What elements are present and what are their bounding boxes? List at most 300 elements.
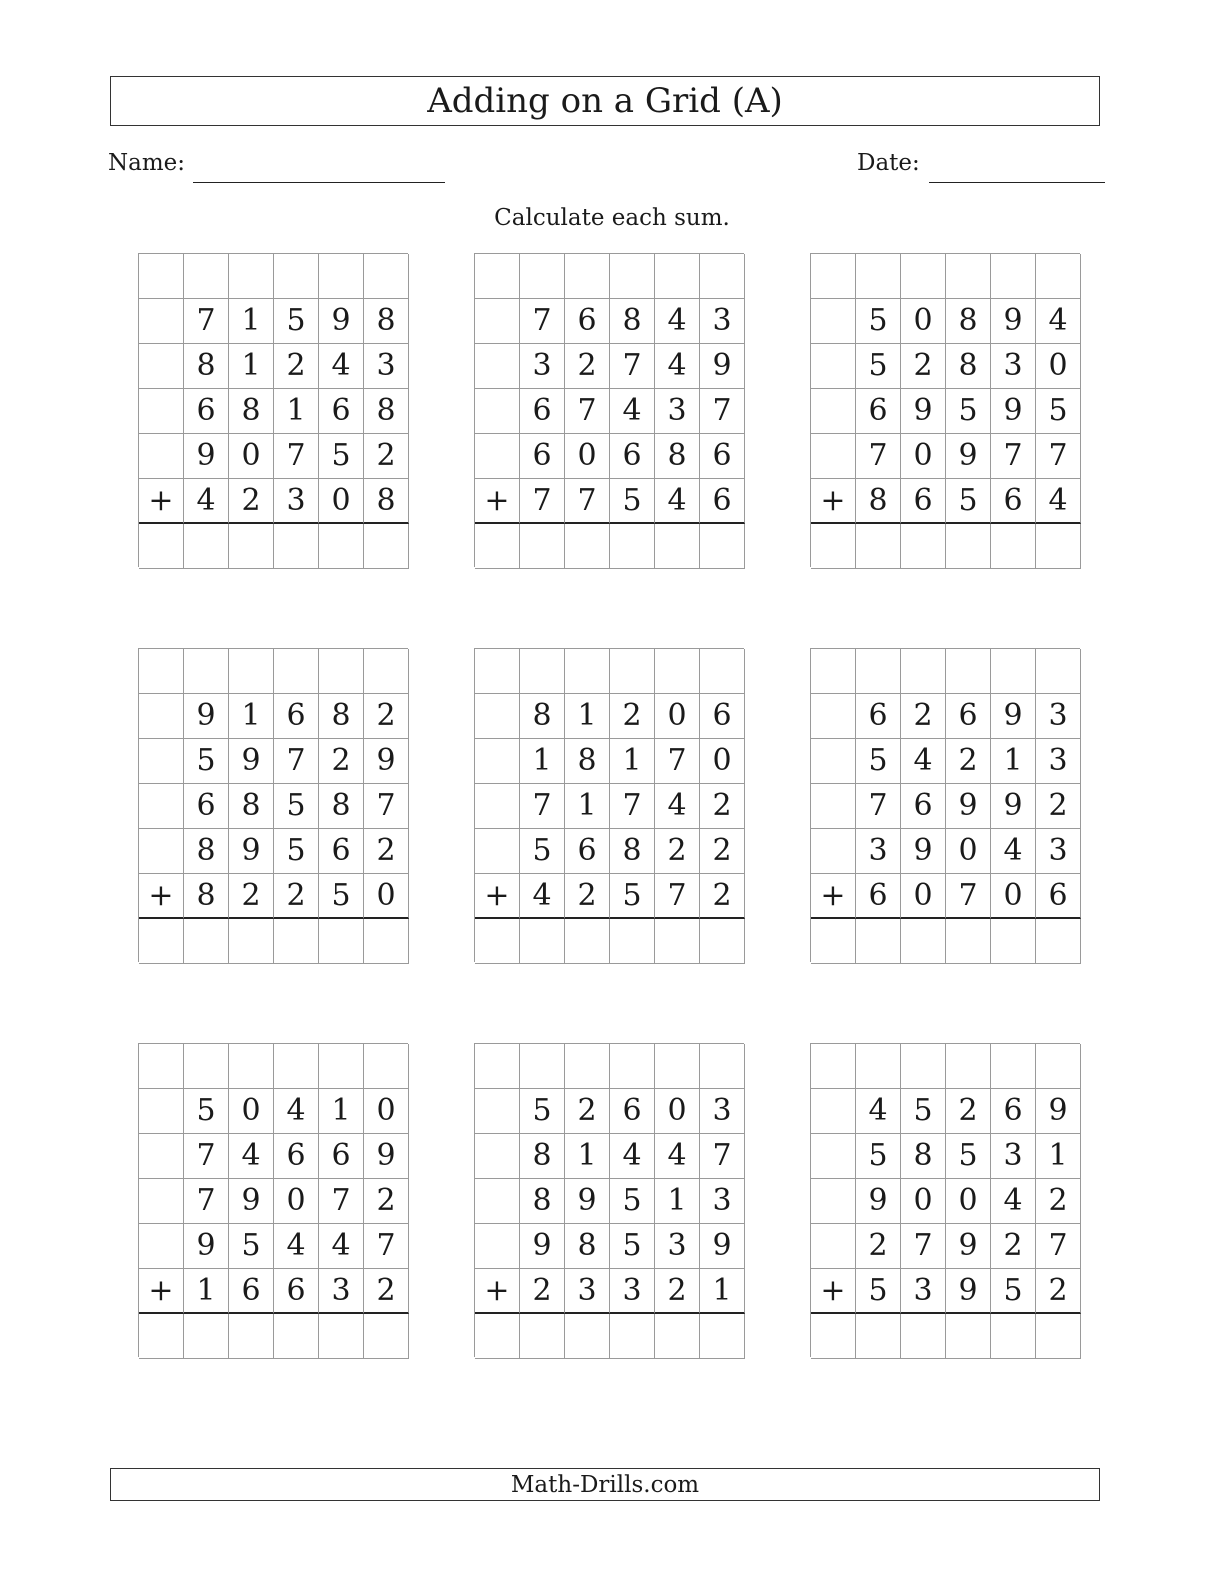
carry-cell[interactable] [946, 1044, 991, 1089]
digit-cell: 2 [991, 1224, 1036, 1269]
digit-cell: 7 [610, 784, 655, 829]
digit-cell: 9 [700, 1224, 745, 1269]
plus-sign: + [475, 479, 520, 524]
empty-cell [811, 344, 856, 389]
digit-cell: 0 [901, 874, 946, 919]
carry-cell[interactable] [475, 1044, 520, 1089]
digit-cell: 7 [184, 299, 229, 344]
digit-cell: 8 [655, 434, 700, 479]
digit-cell: 6 [274, 1269, 319, 1314]
digit-cell: 5 [319, 434, 364, 479]
answer-cell[interactable] [274, 524, 319, 569]
carry-cell[interactable] [1036, 254, 1081, 299]
answer-cell[interactable] [700, 919, 745, 964]
digit-cell: 9 [946, 1224, 991, 1269]
plus-sign: + [139, 874, 184, 919]
carry-cell[interactable] [364, 649, 409, 694]
carry-cell[interactable] [565, 1044, 610, 1089]
digit-cell: 4 [655, 784, 700, 829]
carry-cell[interactable] [229, 254, 274, 299]
digit-cell: 9 [1036, 1089, 1081, 1134]
digit-cell: 0 [946, 1179, 991, 1224]
carry-cell[interactable] [274, 254, 319, 299]
answer-cell[interactable] [991, 524, 1036, 569]
answer-cell[interactable] [139, 524, 184, 569]
plus-sign: + [811, 1269, 856, 1314]
empty-cell [811, 389, 856, 434]
carry-cell[interactable] [184, 254, 229, 299]
digit-cell: 9 [991, 299, 1036, 344]
answer-cell[interactable] [520, 1314, 565, 1359]
answer-cell[interactable] [229, 524, 274, 569]
answer-cell[interactable] [1036, 919, 1081, 964]
digit-cell: 0 [364, 1089, 409, 1134]
answer-cell[interactable] [184, 1314, 229, 1359]
digit-cell: 5 [610, 874, 655, 919]
empty-cell [139, 434, 184, 479]
digit-cell: 7 [520, 299, 565, 344]
digit-cell: 4 [655, 479, 700, 524]
answer-cell[interactable] [565, 524, 610, 569]
digit-cell: 2 [901, 694, 946, 739]
answer-cell[interactable] [991, 1314, 1036, 1359]
digit-cell: 3 [700, 299, 745, 344]
digit-cell: 9 [991, 784, 1036, 829]
carry-cell[interactable] [319, 649, 364, 694]
digit-cell: 1 [274, 389, 319, 434]
answer-cell[interactable] [520, 919, 565, 964]
carry-cell[interactable] [655, 254, 700, 299]
name-label: Name: [108, 150, 186, 176]
digit-cell: 1 [1036, 1134, 1081, 1179]
digit-cell: 3 [901, 1269, 946, 1314]
digit-cell: 8 [229, 389, 274, 434]
digit-cell: 3 [655, 389, 700, 434]
answer-cell[interactable] [475, 524, 520, 569]
digit-cell: 1 [655, 1179, 700, 1224]
digit-cell: 1 [610, 739, 655, 784]
empty-cell [811, 784, 856, 829]
answer-cell[interactable] [811, 919, 856, 964]
digit-cell: 3 [364, 344, 409, 389]
carry-cell[interactable] [565, 254, 610, 299]
digit-cell: 2 [610, 694, 655, 739]
empty-cell [475, 739, 520, 784]
answer-cell[interactable] [184, 919, 229, 964]
answer-cell[interactable] [655, 919, 700, 964]
digit-cell: 4 [274, 1089, 319, 1134]
answer-cell[interactable] [655, 1314, 700, 1359]
answer-cell[interactable] [1036, 1314, 1081, 1359]
digit-cell: 8 [229, 784, 274, 829]
answer-cell[interactable] [184, 524, 229, 569]
digit-cell: 1 [700, 1269, 745, 1314]
digit-cell: 3 [274, 479, 319, 524]
carry-cell[interactable] [1036, 1044, 1081, 1089]
digit-cell: 6 [991, 1089, 1036, 1134]
answer-cell[interactable] [139, 919, 184, 964]
digit-cell: 8 [184, 829, 229, 874]
digit-cell: 3 [700, 1089, 745, 1134]
answer-cell[interactable] [901, 524, 946, 569]
digit-cell: 7 [856, 434, 901, 479]
digit-cell: 8 [319, 694, 364, 739]
answer-cell[interactable] [700, 1314, 745, 1359]
empty-cell [811, 1089, 856, 1134]
digit-cell: 3 [1036, 694, 1081, 739]
answer-cell[interactable] [274, 1314, 319, 1359]
answer-cell[interactable] [700, 524, 745, 569]
answer-cell[interactable] [274, 919, 319, 964]
digit-cell: 5 [946, 1134, 991, 1179]
digit-cell: 8 [946, 299, 991, 344]
carry-cell[interactable] [901, 1044, 946, 1089]
digit-cell: 5 [610, 1224, 655, 1269]
digit-cell: 9 [901, 829, 946, 874]
carry-cell[interactable] [319, 254, 364, 299]
answer-cell[interactable] [991, 919, 1036, 964]
answer-cell[interactable] [946, 919, 991, 964]
carry-cell[interactable] [475, 254, 520, 299]
digit-cell: 9 [184, 694, 229, 739]
answer-cell[interactable] [901, 1314, 946, 1359]
carry-cell[interactable] [610, 1044, 655, 1089]
answer-cell[interactable] [319, 1314, 364, 1359]
carry-cell[interactable] [901, 649, 946, 694]
carry-cell[interactable] [655, 649, 700, 694]
digit-cell: 1 [319, 1089, 364, 1134]
plus-sign: + [139, 1269, 184, 1314]
digit-cell: 5 [856, 299, 901, 344]
digit-cell: 1 [184, 1269, 229, 1314]
addition-problem-6 [810, 648, 1080, 962]
carry-cell[interactable] [811, 649, 856, 694]
digit-cell: 8 [856, 479, 901, 524]
answer-cell[interactable] [1036, 524, 1081, 569]
empty-cell [139, 1134, 184, 1179]
digit-cell: 2 [565, 344, 610, 389]
digit-cell: 9 [856, 1179, 901, 1224]
carry-cell[interactable] [184, 1044, 229, 1089]
carry-cell[interactable] [184, 649, 229, 694]
digit-cell: 8 [520, 1134, 565, 1179]
answer-cell[interactable] [520, 524, 565, 569]
answer-cell[interactable] [475, 919, 520, 964]
carry-cell[interactable] [520, 254, 565, 299]
answer-cell[interactable] [139, 1314, 184, 1359]
answer-cell[interactable] [946, 1314, 991, 1359]
digit-cell: 9 [229, 739, 274, 784]
digit-cell: 7 [274, 739, 319, 784]
empty-cell [811, 829, 856, 874]
digit-cell: 9 [184, 1224, 229, 1269]
digit-cell: 7 [565, 479, 610, 524]
answer-cell[interactable] [655, 524, 700, 569]
digit-cell: 6 [229, 1269, 274, 1314]
digit-cell: 9 [946, 784, 991, 829]
plus-sign: + [811, 479, 856, 524]
digit-cell: 7 [520, 479, 565, 524]
digit-cell: 2 [856, 1224, 901, 1269]
carry-cell[interactable] [856, 649, 901, 694]
carry-cell[interactable] [520, 649, 565, 694]
digit-cell: 2 [364, 434, 409, 479]
digit-cell: 5 [520, 1089, 565, 1134]
digit-cell: 0 [700, 739, 745, 784]
digit-cell: 2 [274, 344, 319, 389]
empty-cell [139, 389, 184, 434]
digit-cell: 4 [655, 344, 700, 389]
digit-cell: 6 [184, 389, 229, 434]
digit-cell: 6 [274, 1134, 319, 1179]
digit-cell: 2 [565, 874, 610, 919]
carry-cell[interactable] [811, 254, 856, 299]
carry-cell[interactable] [610, 649, 655, 694]
empty-cell [139, 829, 184, 874]
digit-cell: 7 [565, 389, 610, 434]
carry-cell[interactable] [856, 1044, 901, 1089]
digit-cell: 2 [274, 874, 319, 919]
digit-cell: 0 [946, 829, 991, 874]
carry-cell[interactable] [565, 649, 610, 694]
carry-cell[interactable] [856, 254, 901, 299]
digit-cell: 8 [565, 1224, 610, 1269]
digit-cell: 2 [364, 1269, 409, 1314]
answer-cell[interactable] [475, 1314, 520, 1359]
carry-cell[interactable] [364, 1044, 409, 1089]
worksheet-title [110, 76, 1100, 126]
digit-cell: 5 [229, 1224, 274, 1269]
addition-problem-2 [474, 253, 744, 567]
digit-cell: 6 [700, 694, 745, 739]
digit-cell: 4 [856, 1089, 901, 1134]
digit-cell: 2 [565, 1089, 610, 1134]
answer-cell[interactable] [610, 919, 655, 964]
digit-cell: 6 [565, 829, 610, 874]
digit-cell: 8 [610, 829, 655, 874]
digit-cell: 7 [1036, 1224, 1081, 1269]
carry-cell[interactable] [811, 1044, 856, 1089]
answer-cell[interactable] [811, 1314, 856, 1359]
digit-cell: 0 [229, 1089, 274, 1134]
digit-cell: 4 [1036, 479, 1081, 524]
digit-cell: 7 [184, 1134, 229, 1179]
carry-cell[interactable] [991, 254, 1036, 299]
digit-cell: 4 [655, 1134, 700, 1179]
carry-cell[interactable] [991, 1044, 1036, 1089]
digit-cell: 0 [991, 874, 1036, 919]
digit-cell: 2 [229, 874, 274, 919]
digit-cell: 2 [1036, 1269, 1081, 1314]
answer-cell[interactable] [811, 524, 856, 569]
digit-cell: 4 [520, 874, 565, 919]
digit-cell: 7 [184, 1179, 229, 1224]
answer-cell[interactable] [565, 1314, 610, 1359]
carry-cell[interactable] [655, 1044, 700, 1089]
digit-cell: 8 [364, 389, 409, 434]
answer-cell[interactable] [229, 1314, 274, 1359]
empty-cell [139, 1089, 184, 1134]
digit-cell: 7 [991, 434, 1036, 479]
plus-sign: + [811, 874, 856, 919]
answer-cell[interactable] [364, 1314, 409, 1359]
digit-cell: 7 [856, 784, 901, 829]
digit-cell: 5 [856, 1134, 901, 1179]
answer-cell[interactable] [901, 919, 946, 964]
digit-cell: 5 [274, 299, 319, 344]
digit-cell: 5 [901, 1089, 946, 1134]
digit-cell: 1 [991, 739, 1036, 784]
answer-cell[interactable] [229, 919, 274, 964]
digit-cell: 5 [856, 739, 901, 784]
digit-cell: 7 [655, 739, 700, 784]
answer-cell[interactable] [856, 919, 901, 964]
digit-cell: 4 [991, 1179, 1036, 1224]
digit-cell: 2 [319, 739, 364, 784]
digit-cell: 4 [319, 344, 364, 389]
answer-cell[interactable] [319, 919, 364, 964]
digit-cell: 7 [319, 1179, 364, 1224]
digit-cell: 4 [991, 829, 1036, 874]
digit-cell: 6 [520, 389, 565, 434]
carry-cell[interactable] [946, 254, 991, 299]
digit-cell: 7 [520, 784, 565, 829]
empty-cell [139, 1224, 184, 1269]
carry-cell[interactable] [229, 649, 274, 694]
carry-cell[interactable] [700, 649, 745, 694]
addition-problem-3 [810, 253, 1080, 567]
digit-cell: 2 [520, 1269, 565, 1314]
digit-cell: 5 [274, 784, 319, 829]
empty-cell [811, 1179, 856, 1224]
digit-cell: 0 [319, 479, 364, 524]
date-label: Date: [857, 150, 920, 176]
answer-cell[interactable] [319, 524, 364, 569]
digit-cell: 0 [901, 299, 946, 344]
digit-cell: 3 [565, 1269, 610, 1314]
digit-cell: 1 [229, 299, 274, 344]
digit-cell: 0 [901, 434, 946, 479]
carry-cell[interactable] [520, 1044, 565, 1089]
name-field[interactable] [193, 182, 445, 183]
carry-cell[interactable] [229, 1044, 274, 1089]
carry-cell[interactable] [700, 254, 745, 299]
digit-cell: 1 [229, 344, 274, 389]
digit-cell: 8 [520, 1179, 565, 1224]
digit-cell: 7 [364, 1224, 409, 1269]
empty-cell [475, 1089, 520, 1134]
carry-cell[interactable] [274, 1044, 319, 1089]
digit-cell: 9 [991, 389, 1036, 434]
date-field[interactable] [929, 182, 1105, 183]
digit-cell: 5 [946, 389, 991, 434]
digit-cell: 8 [901, 1134, 946, 1179]
digit-cell: 3 [991, 344, 1036, 389]
carry-cell[interactable] [700, 1044, 745, 1089]
digit-cell: 4 [610, 1134, 655, 1179]
answer-cell[interactable] [610, 524, 655, 569]
answer-cell[interactable] [364, 524, 409, 569]
answer-cell[interactable] [364, 919, 409, 964]
carry-cell[interactable] [319, 1044, 364, 1089]
digit-cell: 6 [184, 784, 229, 829]
digit-cell: 0 [655, 694, 700, 739]
digit-cell: 8 [319, 784, 364, 829]
answer-cell[interactable] [610, 1314, 655, 1359]
digit-cell: 5 [991, 1269, 1036, 1314]
carry-cell[interactable] [946, 649, 991, 694]
addition-problem-4 [138, 648, 408, 962]
digit-cell: 5 [1036, 389, 1081, 434]
digit-cell: 6 [856, 389, 901, 434]
carry-cell[interactable] [610, 254, 655, 299]
digit-cell: 3 [991, 1134, 1036, 1179]
empty-cell [139, 344, 184, 389]
carry-cell[interactable] [139, 1044, 184, 1089]
empty-cell [475, 1179, 520, 1224]
digit-cell: 6 [901, 479, 946, 524]
empty-cell [811, 434, 856, 479]
digit-cell: 2 [364, 1179, 409, 1224]
empty-cell [475, 389, 520, 434]
digit-cell: 5 [520, 829, 565, 874]
digit-cell: 6 [319, 829, 364, 874]
plus-sign: + [139, 479, 184, 524]
digit-cell: 9 [946, 1269, 991, 1314]
digit-cell: 8 [184, 874, 229, 919]
answer-cell[interactable] [565, 919, 610, 964]
digit-cell: 8 [364, 479, 409, 524]
digit-cell: 5 [274, 829, 319, 874]
empty-cell [139, 784, 184, 829]
digit-cell: 5 [319, 874, 364, 919]
digit-cell: 1 [229, 694, 274, 739]
empty-cell [811, 299, 856, 344]
carry-cell[interactable] [901, 254, 946, 299]
digit-cell: 0 [229, 434, 274, 479]
carry-cell[interactable] [1036, 649, 1081, 694]
answer-cell[interactable] [856, 524, 901, 569]
digit-cell: 1 [565, 1134, 610, 1179]
digit-cell: 6 [700, 479, 745, 524]
digit-cell: 4 [229, 1134, 274, 1179]
digit-cell: 9 [520, 1224, 565, 1269]
digit-cell: 7 [901, 1224, 946, 1269]
addition-problem-1 [138, 253, 408, 567]
carry-cell[interactable] [139, 649, 184, 694]
digit-cell: 9 [565, 1179, 610, 1224]
digit-cell: 9 [991, 694, 1036, 739]
digit-cell: 2 [946, 739, 991, 784]
digit-cell: 2 [364, 694, 409, 739]
addition-problem-8 [474, 1043, 744, 1357]
carry-cell[interactable] [274, 649, 319, 694]
empty-cell [811, 739, 856, 784]
carry-cell[interactable] [139, 254, 184, 299]
carry-cell[interactable] [364, 254, 409, 299]
digit-cell: 6 [991, 479, 1036, 524]
digit-cell: 5 [946, 479, 991, 524]
digit-cell: 4 [274, 1224, 319, 1269]
carry-cell[interactable] [991, 649, 1036, 694]
answer-cell[interactable] [856, 1314, 901, 1359]
digit-cell: 9 [364, 1134, 409, 1179]
digit-cell: 4 [1036, 299, 1081, 344]
answer-cell[interactable] [946, 524, 991, 569]
carry-cell[interactable] [475, 649, 520, 694]
digit-cell: 6 [319, 389, 364, 434]
digit-cell: 9 [184, 434, 229, 479]
